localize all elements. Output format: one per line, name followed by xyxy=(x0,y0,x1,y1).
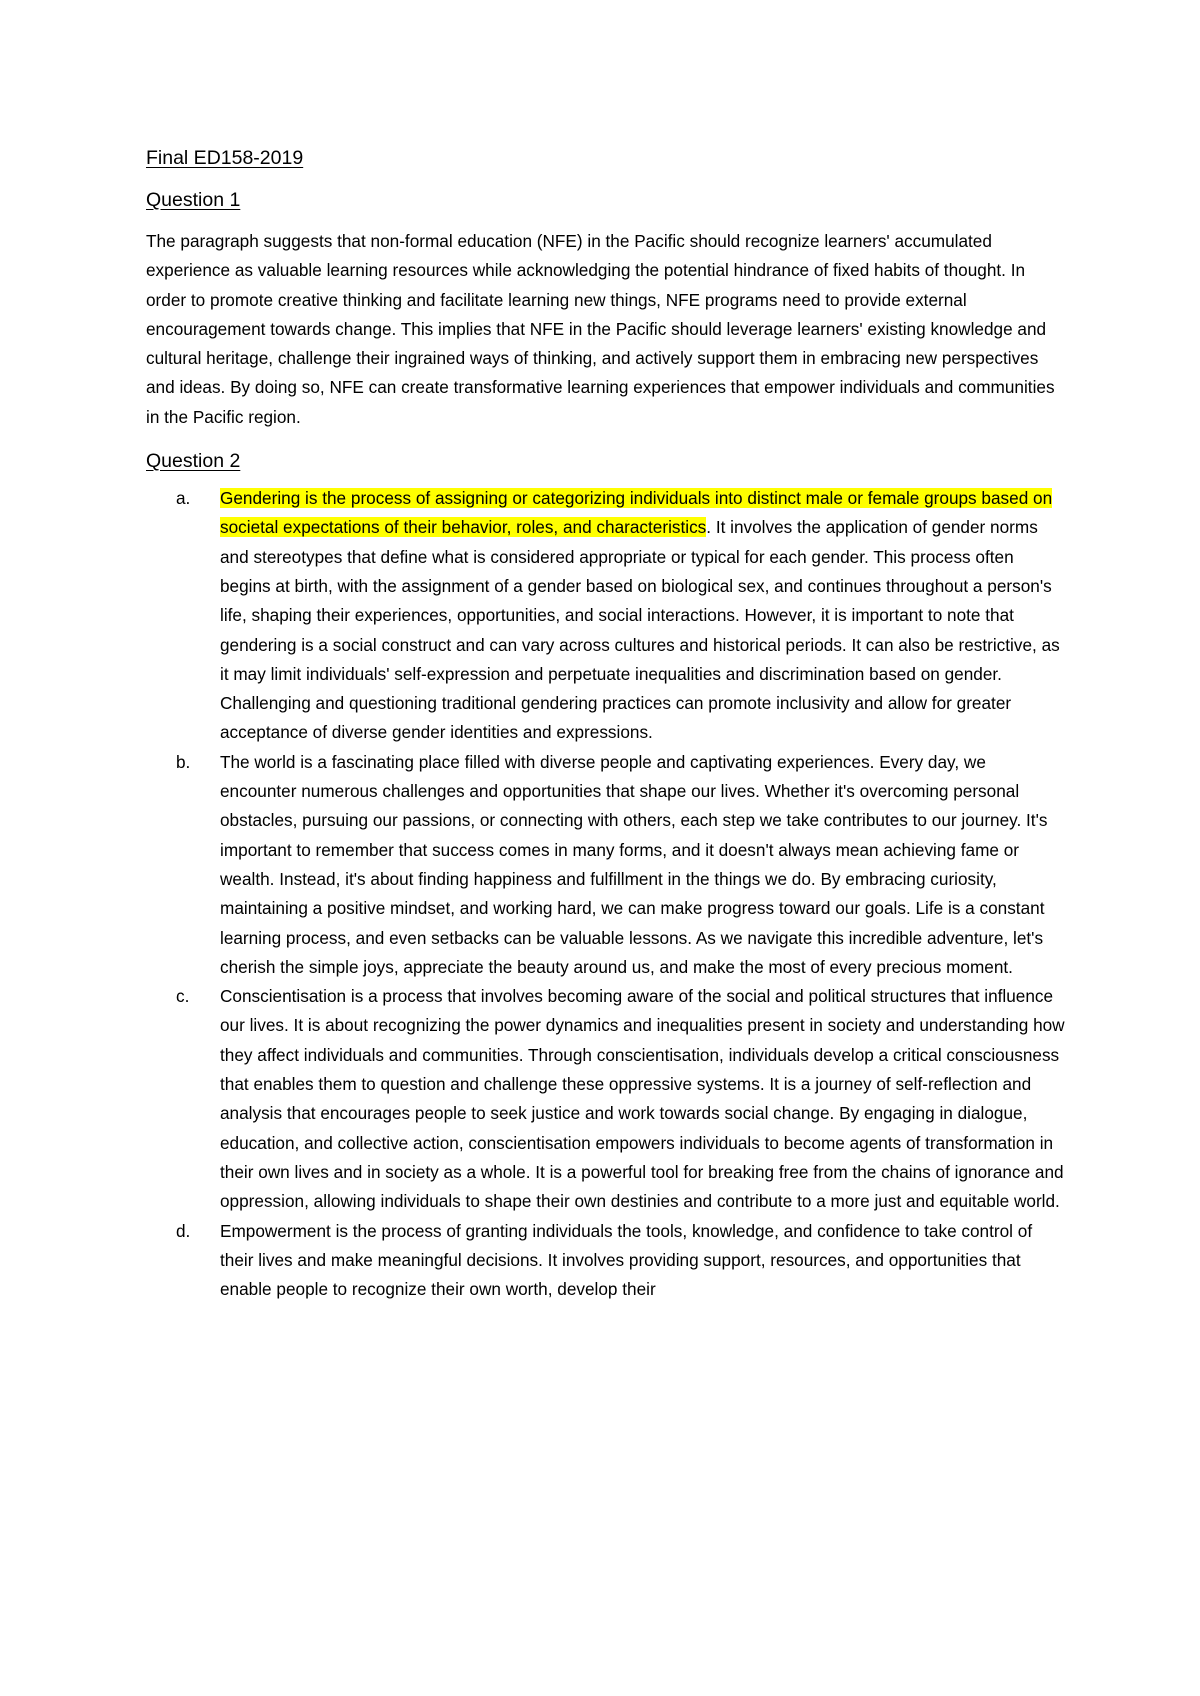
answer-text-c: Conscientisation is a process that involves becoming aware of the social and political structures that influence our lives. It is about recognizing the power dynamics and inequalities present in society and understanding how they affect individuals and communities. Through conscientisation, individuals develop a critical consciousness that enables them to question and challenge these oppressive systems. It is a journey of self-reflection and analysis that encourages people to seek justice and work towards social change. By engaging in dialogue, education, and collective action, conscientisation empowers individuals to become agents of transformation in their own lives and in society as a whole. It is a powerful tool for breaking free from the chains of ignorance and oppression, allowing individuals to shape their own destinies and contribute to a more just and equitable world. xyxy=(220,986,1065,1212)
highlighted-definition: Gendering is the process of assigning or categorizing individuals into distinct male or female groups based on societal expectations of their behavior, roles, and characteristics xyxy=(220,488,1053,538)
document-title: Final ED158-2019 xyxy=(146,147,304,169)
answer-item-c xyxy=(146,982,1066,1216)
document-page xyxy=(146,145,1066,1304)
answer-item-d xyxy=(146,1217,1066,1305)
answer-marker-d: d. xyxy=(176,1220,191,1241)
answer-item-a xyxy=(146,484,1066,748)
answer-item-b xyxy=(146,748,1066,982)
answer-text-d: Empowerment is the process of granting individuals the tools, knowledge, and confidence to take control of their lives and make meaningful decisions. It involves providing support, resources, and opportunities that enable people to recognize their own worth, develop their xyxy=(220,1220,1033,1300)
answer-marker-c: c. xyxy=(176,986,190,1007)
answer-marker-a: a. xyxy=(176,488,191,509)
answer-text-b: The world is a fascinating place filled with diverse people and captivating experiences. Every day, we encounter numerous challenges and opportunities that shape our lives. Whether it's overcoming personal obstacles, pursuing our passions, or connecting with others, each step we take contributes to our journey. It's important to remember that success comes in many forms, and it doesn't always mean achieving fame or wealth. Instead, it's about finding happiness and fulfillment in the things we do. By embracing curiosity, maintaining a positive mindset, and working hard, we can make progress toward our goals. Life is a constant learning process, and even setbacks can be valuable lessons. As we navigate this incredible adventure, let's cherish the simple joys, appreciate the beauty around us, and make the most of every precious moment. xyxy=(220,751,1048,977)
question-2-heading: Question 2 xyxy=(146,450,241,473)
answer-marker-b: b. xyxy=(176,751,191,772)
question-2-answer-list xyxy=(146,484,1066,1304)
answer-text-a: . It involves the application of gender norms and stereotypes that define what is considered appropriate or typical for each gender. This process often begins at birth, with the assignment of a gender based on biological sex, and continues throughout a person's life, shaping their experiences, opportunities, and social interactions. However, it is important to note that gendering is a social construct and can vary across cultures and historical periods. It can also be restrictive, as it may limit individuals' self-expression and perpetuate inequalities and discrimination based on gender. Challenging and questioning traditional gendering practices can promote inclusivity and allow for greater acceptance of diverse gender identities and expressions. xyxy=(220,517,1060,743)
question-1-paragraph: The paragraph suggests that non-formal education (NFE) in the Pacific should recognize learners' accumulated experience as valuable learning resources while acknowledging the potential hindrance of fixed habits of thought. In order to promote creative thinking and facilitate learning new things, NFE programs need to provide external encouragement towards change. This implies that NFE in the Pacific should leverage learners' existing knowledge and cultural heritage, challenge their ingrained ways of thinking, and actively support them in embracing new perspectives and ideas. By doing so, NFE can create transformative learning experiences that empower individuals and communities in the Pacific region. xyxy=(146,231,1055,427)
question-1-heading: Question 1 xyxy=(146,189,241,211)
